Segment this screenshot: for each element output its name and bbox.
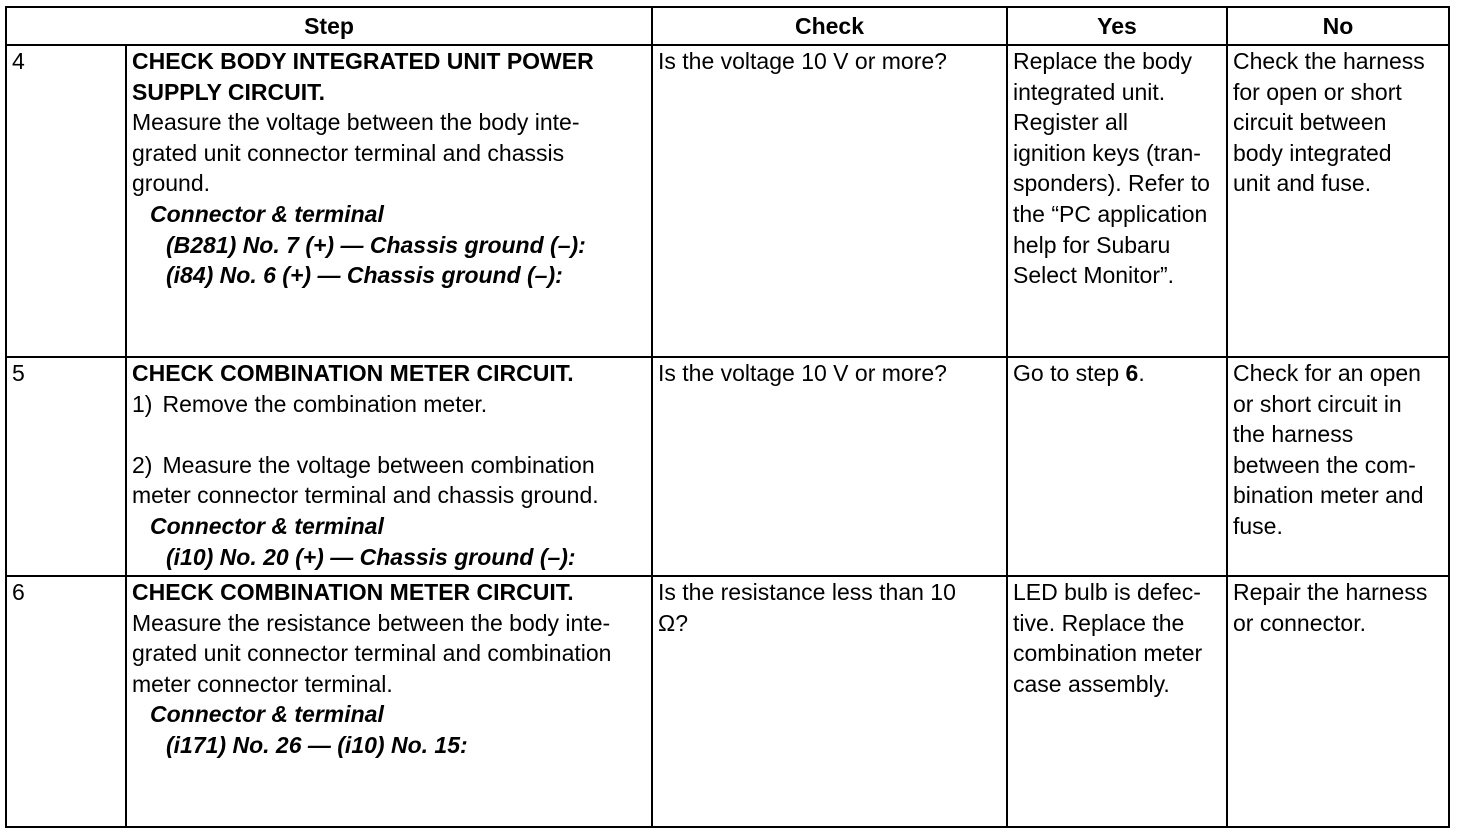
header-yes: Yes <box>1007 7 1227 45</box>
step-number: 6 <box>6 576 126 827</box>
step-instruction: grated unit connector terminal and combination <box>132 640 612 667</box>
check-question: Is the voltage 10 V or more? <box>652 45 1007 357</box>
step-description <box>126 576 652 827</box>
yes-line: help for Subaru <box>1013 231 1171 258</box>
connector-item: (i10) No. 20 (+) — Chassis ground (–): <box>166 543 576 570</box>
step-instruction: Measure the voltage between the body inte- <box>132 109 580 136</box>
yes-action <box>1007 357 1227 576</box>
no-line: Repair the harness <box>1233 579 1428 605</box>
substep-number: 2) <box>132 451 153 478</box>
no-line: between the com- <box>1233 451 1416 478</box>
yes-line: Replace the body <box>1013 48 1193 74</box>
no-action <box>1227 576 1449 827</box>
yes-text-suffix: . <box>1138 360 1145 386</box>
no-line: or short circuit in <box>1233 390 1402 417</box>
no-action <box>1227 45 1449 357</box>
spacer <box>132 419 646 450</box>
yes-line: the “PC application <box>1013 200 1208 227</box>
check-question: Is the voltage 10 V or more? <box>652 357 1007 576</box>
yes-line: integrated unit. <box>1013 78 1166 105</box>
check-line: Ω? <box>658 609 688 636</box>
substep-number: 1) <box>132 390 153 417</box>
yes-line: Register all <box>1013 109 1129 136</box>
step-instruction: grated unit connector terminal and chassis <box>132 139 565 166</box>
yes-action <box>1007 576 1227 827</box>
step-description <box>126 45 652 357</box>
substep-text: Remove the combination meter. <box>162 390 488 417</box>
step-instruction: meter connector terminal and chassis ground. <box>132 482 599 509</box>
no-line: unit and fuse. <box>1233 170 1372 197</box>
check-line: Is the resistance less than 10 <box>658 579 956 605</box>
header-step: Step <box>6 7 652 45</box>
connector-heading: Connector & terminal <box>150 701 384 728</box>
no-line: for open or short <box>1233 78 1402 105</box>
step-instruction: Measure the resistance between the body inte- <box>132 609 611 636</box>
check-question <box>652 576 1007 827</box>
no-line: Check for an open <box>1233 360 1421 386</box>
step-number: 4 <box>6 45 126 357</box>
step-description <box>126 357 652 576</box>
connector-item: (i84) No. 6 (+) — Chassis ground (–): <box>166 262 563 289</box>
no-line: or connector. <box>1233 609 1366 636</box>
yes-line: ignition keys (tran- <box>1013 139 1201 166</box>
step-substep <box>132 389 646 420</box>
substep-text: Measure the voltage between combination <box>162 451 595 478</box>
connector-heading: Connector & terminal <box>150 200 384 227</box>
connector-item: (i171) No. 26 — (i10) No. 15: <box>166 731 468 758</box>
yes-line: sponders). Refer to <box>1013 170 1210 197</box>
yes-line: LED bulb is defec- <box>1013 579 1201 605</box>
no-line: the harness <box>1233 421 1354 448</box>
table-header-row <box>6 7 1449 45</box>
step-title: CHECK BODY INTEGRATED UNIT POWER <box>132 48 594 74</box>
step-instruction: ground. <box>132 170 211 197</box>
yes-line: combination meter <box>1013 640 1203 667</box>
step-instruction: meter connector terminal. <box>132 670 393 697</box>
table-row-step-6 <box>6 576 1449 827</box>
table-row-step-5 <box>6 357 1449 576</box>
yes-text: Go to step <box>1013 360 1126 386</box>
no-line: Check the harness <box>1233 48 1425 74</box>
yes-step-link: 6 <box>1125 360 1139 386</box>
header-no: No <box>1227 7 1449 45</box>
step-title: SUPPLY CIRCUIT. <box>132 78 325 105</box>
yes-action <box>1007 45 1227 357</box>
diagnostic-table <box>5 6 1450 828</box>
no-line: fuse. <box>1233 512 1283 539</box>
yes-line: Select Monitor”. <box>1013 262 1175 289</box>
yes-line: tive. Replace the <box>1013 609 1185 636</box>
table-row-step-4 <box>6 45 1449 357</box>
header-check: Check <box>652 7 1007 45</box>
yes-line: case assembly. <box>1013 670 1170 697</box>
step-title: CHECK COMBINATION METER CIRCUIT. <box>132 579 574 605</box>
step-number: 5 <box>6 357 126 576</box>
step-substep <box>132 450 646 481</box>
no-action <box>1227 357 1449 576</box>
connector-heading: Connector & terminal <box>150 512 384 539</box>
step-title: CHECK COMBINATION METER CIRCUIT. <box>132 360 574 386</box>
no-line: circuit between <box>1233 109 1387 136</box>
no-line: body integrated <box>1233 139 1392 166</box>
no-line: bination meter and <box>1233 482 1424 509</box>
connector-item: (B281) No. 7 (+) — Chassis ground (–): <box>166 231 586 258</box>
